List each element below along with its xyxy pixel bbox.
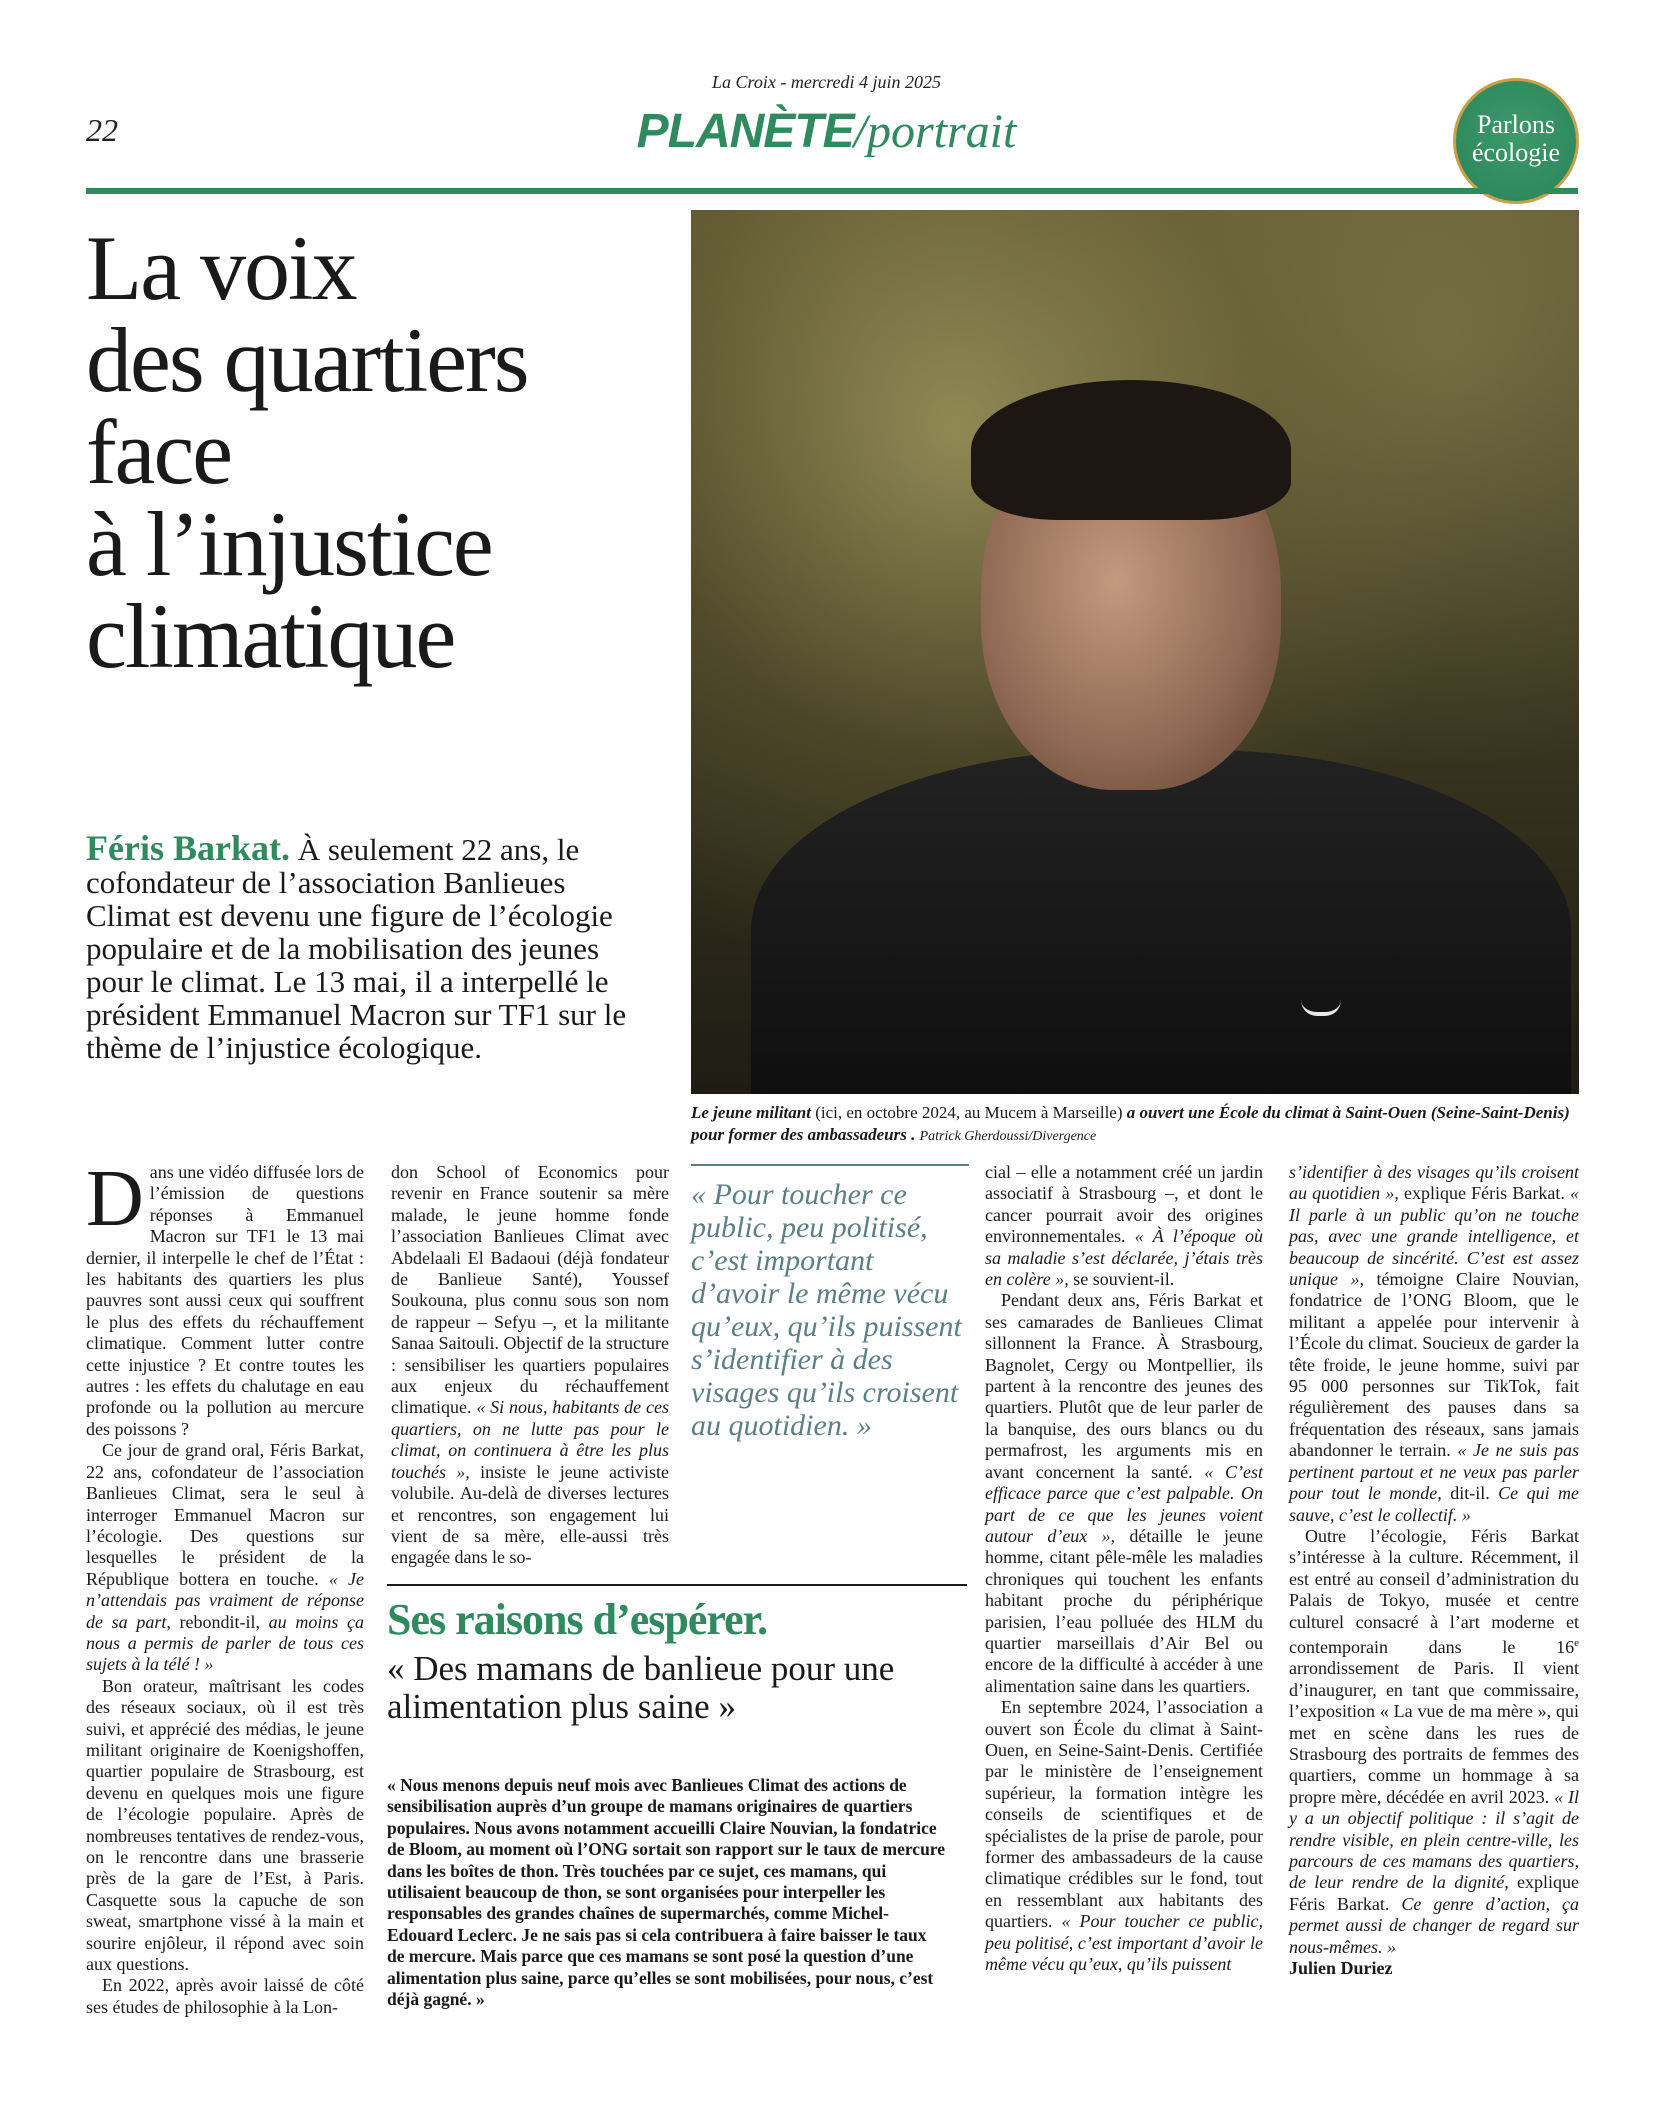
badge-line-1: Parlons xyxy=(1477,110,1555,139)
badge-line-2: écologie xyxy=(1471,138,1561,167)
paragraph-text: rebondit-il, xyxy=(170,1611,269,1632)
paragraph-text: se souvient-il. xyxy=(1068,1269,1175,1290)
paragraph-text: dit-il. xyxy=(1441,1483,1499,1504)
drop-cap: D xyxy=(86,1155,144,1243)
intro-text: À seulement 22 ans, le cofondateur de l’association Banlieues Climat est devenu une figure de l’écologie populaire et de la mobilisation des jeunes pour le climat. Le 13 mai, il a interpellé le président Emmanuel Macron sur TF1 sur le thème de l’injustice écologique. xyxy=(86,832,627,1065)
quote-text: au moins ça nous a permis de parler de tous ces sujets à la télé ! » xyxy=(86,1611,365,1675)
paragraph xyxy=(985,1290,1263,1697)
box-text: « Nous menons depuis neuf mois avec Banlieues Climat des actions de sensibilisation auprès d’un groupe de mamans originaires de quartiers populaires. Nous avons notamment accueilli Claire Nouvian, la fondatrice de Bloom, au moment où l’ONG sortait son rapport sur le taux de mercure dans les boîtes de thon. Très touchées par ce sujet, ces mamans, qui utilisaient beaucoup de thon, se sont organisées pour interpeller les responsables des grandes chaînes de supermarchés, comme Michel-Edouard Leclerc. Je ne sais pas si cela contribuera à faire baisser le taux de mercure. Mais parce que ces mamans se sont posé la question d’une alimentation plus saine, parce qu’elles se sont mobilisées, pour nous, c’est déjà gagné. » xyxy=(387,1775,946,2010)
paragraph-text: témoigne Claire Nouvian, fondatrice de l’ONG Bloom, que le militant a appelée pour intervenir à l’École du climat. Soucieux de garder la tête froide, le jeune homme, suivi par 95 000 personnes sur TikTok, fait régulièrement des pauses dans sa fréquentation des réseaux, sans jamais abandonner le terrain. xyxy=(1289,1269,1580,1461)
intro-name: Féris Barkat. xyxy=(86,828,290,868)
page-number: 22 xyxy=(86,112,118,148)
section-separator: / xyxy=(853,105,867,158)
parlons-ecologie-badge xyxy=(1453,78,1579,204)
article-column-5 xyxy=(1289,1162,1579,1979)
paragraph-text: cial – elle a notamment créé un jardin associatif à Strasbourg –, et dont le cancer pourrait avoir des origines environnementales. xyxy=(985,1162,1263,1247)
section-name: PLANÈTE xyxy=(636,105,854,158)
photo-caption xyxy=(691,1102,1579,1148)
section-rubric xyxy=(0,104,1653,159)
superscript: e xyxy=(1574,1636,1579,1649)
author-signature: Julien Duriez xyxy=(1289,1958,1393,1979)
paragraph: Bon orateur, maîtrisant les codes des réseaux sociaux, où il est très suivi, et apprécié des médias, le jeune militant originaire de Koenigshoffen, quartier populaire de Strasbourg, est devenu en quelques mois une figure de l’écologie populaire. Après de nombreuses tentatives de rendez-vous, on le rencontre dans une brasserie près de la gare de l’Est, à Paris. Casquette sous la capuche de son sweat, smartphone vissé à la main et sourire enjôleur, il répond avec soin aux questions. xyxy=(86,1675,364,1975)
portrait-photo xyxy=(691,210,1579,1094)
paragraph xyxy=(985,1162,1263,1290)
paragraph-text: ans une vidéo diffusée lors de l’émission de questions réponses à Emmanuel Macron sur TF1 le 13 mai dernier, il interpelle le chef de l’État : les habitants des quartiers les plus pauvres sont aussi ceux qui souffrent le plus des effets du réchauffement climatique. Comment lutter contre cette injustice ? Et contre toutes les autres : les effets du chalutage en eau profonde ou la pollution au mercure des poissons ? xyxy=(86,1162,364,1439)
quote-text: « Il y a un objectif politique : il s’agit de rendre visible, en plein centre-ville, les parcours de ces mamans des quartiers, de leur rendre de la dignité, xyxy=(1289,1786,1579,1893)
article-column-2 xyxy=(391,1162,669,1569)
paragraph-text: insiste le jeune activiste volubile. Au-delà de diverses lectures et rencontres, son engagement lui vient de sa mère, elle-aussi très engagée dans le so- xyxy=(391,1461,669,1568)
paragraph-text: explique Féris Barkat. xyxy=(1398,1183,1570,1204)
quote-text: Ce qui me sauve, c’est le collectif. » xyxy=(1289,1483,1580,1525)
box-rule xyxy=(387,1584,967,1586)
paragraph-text: Outre l’écologie, Féris Barkat s’intéresse à la culture. Récemment, il est entré au conseil d’administration du Palais de Tokyo, musée et centre culturel consacré à l’art moderne et contemporain dans le 16 xyxy=(1289,1525,1579,1657)
paragraph xyxy=(86,1155,364,1440)
headline-line: climatique xyxy=(86,585,455,687)
paragraph-text: Ce jour de grand oral, Féris Barkat, 22 ans, cofondateur de l’association Banlieues Climat, sera le seul à interroger Emmanuel Macron sur l’écologie. Des questions sur lesquelles le président de la République bottera en touche. xyxy=(86,1440,364,1589)
quote-text: « Pour toucher ce public, peu politisé, c’est important d’avoir le même vécu qu’eux, qu’ils puissent xyxy=(985,1911,1263,1975)
paragraph-text: détaille le jeune homme, citant pêle-mêle les maladies chroniques qui touchent les enfants habitant proche du périphérique parisien, l’eau polluée des HLM du quartier marseillais d’Air Bel ou encore de la difficulté à accéder à une alimentation saine dans les quartiers. xyxy=(985,1525,1263,1696)
paragraph xyxy=(1289,1162,1579,1526)
box-kicker: Ses raisons d’espérer. xyxy=(387,1595,768,1644)
article-column-1 xyxy=(86,1155,365,2018)
quote-text: « Si nous, habitants de ces quartiers, on ne lutte pas pour le climat, on continuera à être les plus touchés », xyxy=(391,1397,669,1482)
photo-jacket xyxy=(751,750,1571,1094)
paragraph-text: Pendant deux ans, Féris Barkat et ses camarades de Banlieues Climat sillonnent la France. À Strasbourg, Bagnolet, Cergy ou Montpellier, ils partent à la rencontre des jeunes des quartiers. Plutôt que de leur parler de la banquise, des ours blancs ou du permafrost, les arguments mis en avant concernent la santé. xyxy=(985,1290,1263,1482)
paragraph-text: don School of Economics pour revenir en France soutenir sa mère malade, le jeune homme fonde l’association Banlieues Climat avec Abdelaali El Badaoui (déjà fondateur de Banlieue Santé), Youssef Soukouna, plus connu sous son nom de rappeur – Sefyu –, et la militante Sanaa Saitouli. Objectif de la structure : sensibiliser les quartiers populaires aux enjeux du réchauffement climatique. xyxy=(391,1162,669,1418)
paragraph xyxy=(985,1697,1263,1975)
headline-line: La voix xyxy=(86,217,356,319)
caption-rest: a ouvert une École du climat à Saint-Ouen (Seine-Saint-Denis) pour former des ambassadeurs . xyxy=(691,1103,1570,1144)
pullquote: « Pour toucher ce public, peu politisé, c’est important d’avoir le même vécu qu’eux, qu’ils puissent s’identifier à des visages qu’ils croisent au quotidien. » xyxy=(691,1178,962,1442)
quote-text: « C’est efficace parce que c’est palpable. On part de ce que les jeunes voient autour d’eux », xyxy=(985,1461,1263,1546)
headline xyxy=(86,217,686,687)
quote-text: « Je n’attendais pas vraiment de réponse de sa part, xyxy=(86,1568,365,1632)
box-title: « Des mamans de banlieue pour une alimentation plus saine » xyxy=(387,1649,895,1726)
masthead-date: La Croix - mercredi 4 juin 2025 xyxy=(712,72,941,92)
caption-mid: (ici, en octobre 2024, au Mucem à Marseille) xyxy=(810,1103,1127,1122)
paragraph xyxy=(1289,1526,1579,1958)
intro-standfirst xyxy=(86,828,646,1065)
photo-credit: Patrick Gherdoussi/Divergence xyxy=(919,1129,1097,1144)
quote-text: s’identifier à des visages qu’ils croisent au quotidien », xyxy=(1289,1162,1579,1204)
headline-line: face xyxy=(86,401,232,503)
header-rule xyxy=(86,188,1578,194)
quote-text: Ce genre d’action, ça permet aussi de changer de regard sur nous-mêmes. » xyxy=(1289,1893,1579,1957)
section-type: portrait xyxy=(866,105,1017,158)
paragraph-text: arrondissement de Paris. Il vient d’inaugurer, en tant que commissaire, l’exposition « La vue de ma mère », qui met en scène dans les rues de Strasbourg des portraits de femmes des quartiers, comme un hommage à sa propre mère, décédée en avril 2023. xyxy=(1289,1658,1579,1807)
article-column-4 xyxy=(985,1162,1263,1975)
quote-text: « Il parle à un public qu’on ne touche pas, avec une grande intelligence, et beaucoup de sincérité. C’est est assez unique », xyxy=(1289,1183,1579,1290)
quote-text: « À l’époque où sa maladie s’est déclarée, j’étais très en colère », xyxy=(985,1226,1263,1290)
paragraph-text: explique Féris Barkat. xyxy=(1289,1872,1579,1914)
headline-line: à l’injustice xyxy=(86,493,492,595)
paragraph xyxy=(86,1440,364,1675)
paragraph xyxy=(391,1162,669,1569)
paragraph-text: En septembre 2024, l’association a ouvert son École du climat à Saint-Ouen, en Seine-Saint-Denis. Certifiée par le ministère de l’enseignement supérieur, la formation intègre les conseils de scientifiques et de spécialistes de la prise de parole, pour former des ambassadeurs de la cause climatique crédibles sur le fond, tout en ressemblant aux habitants des quartiers. xyxy=(985,1697,1263,1932)
caption-lead: Le jeune militant xyxy=(691,1103,811,1122)
quote-text: « Je ne suis pas pertinent partout et ne veux pas parler pour tout le monde, xyxy=(1289,1440,1579,1504)
pullquote-rule xyxy=(691,1164,969,1166)
paragraph: En 2022, après avoir laissé de côté ses études de philosophie à la Lon- xyxy=(86,1975,364,2017)
photo-hair xyxy=(971,380,1291,520)
headline-line: des quartiers xyxy=(86,309,528,411)
